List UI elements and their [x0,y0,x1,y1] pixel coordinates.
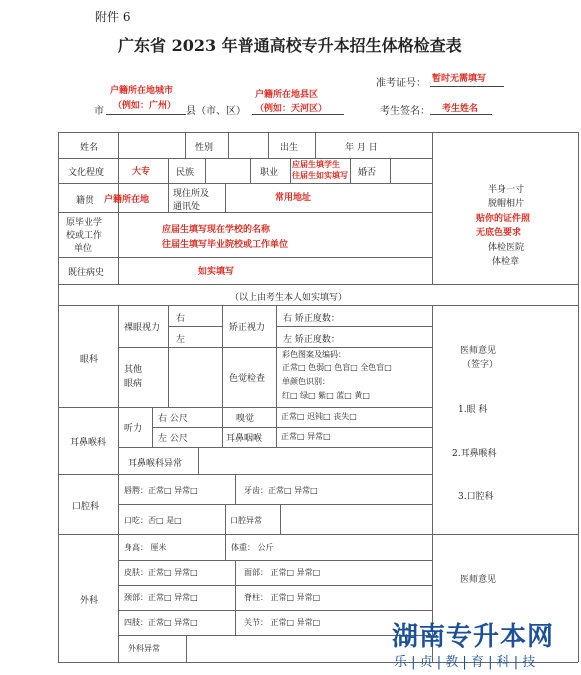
neck: 颈部：正常□ 异常□ [124,593,198,602]
doctor-oral-item: 3.口腔科 [458,492,494,502]
school-label-2: 校或工作 [66,231,103,241]
single-color-options: 红□ 绿□ 紫□ 蓝□ 黄□ [282,391,370,400]
history-note: 如实填写 [198,267,235,277]
occupation-label: 职业 [260,168,279,178]
origin-label: 籍贯 [76,196,95,206]
color-pattern-options: 正常□ 色弱□ 色盲□ 全色盲□ [282,363,392,372]
county-note: 户籍所在地县区 [255,90,319,100]
education-note: 大专 [132,167,151,177]
lips-palate: 唇腭：正常□ 异常□ [124,486,198,495]
photo-note-1: 贴你的证件照 [476,214,531,224]
oral-abnormal-label: 口腔异常 [230,516,262,525]
address-label-2: 通讯处 [173,202,201,212]
attachment-label: 附件 6 [95,10,131,24]
joints: 关节： 正常□ 异常□ [244,618,321,627]
page-title: 广东省 2023 年普通高校专升本招生体格检查表 [118,36,462,55]
photo-label-3: 体检医院 [488,243,525,253]
throat-label: 耳鼻咽喉 [226,434,263,444]
exam-number-note: 暂时无需填写 [432,74,487,84]
eye-section-label: 眼科 [80,355,99,365]
school-label-1: 原毕业学 [66,218,103,228]
exam-number-underline [430,86,504,87]
hearing-label: 听力 [124,424,143,434]
birth-date-units: 年 月 日 [345,143,378,153]
stutter: 口吃：否□ 是□ [124,516,182,525]
single-color-label: 单颜色识别： [282,377,330,386]
watermark-slogan: 乐 | 贞 | 教 | 育 | 科 | 技 [394,655,536,670]
exam-number-label: 准考证号： [376,78,426,89]
doctor-ent-item: 2.耳鼻喉科 [452,449,497,459]
gender-label: 性别 [195,143,214,153]
county-label: 县（市、区） [186,106,246,117]
naked-vision-right: 右 [176,314,186,324]
marital-label: 婚否 [358,168,377,178]
origin-note: 户籍所在地 [104,195,150,205]
other-eye-label-1: 其他 [124,365,143,375]
doctor-opinion-surgery-label: 医师意见 [460,575,497,585]
signature-note: 考生姓名 [442,104,479,114]
surgery-section-label: 外科 [80,596,99,606]
left-correction: 左 矫正度数： [283,335,340,345]
history-label: 既往病史 [68,268,105,278]
other-eye-label-2: 眼病 [124,379,143,389]
spine: 脊柱： 正常□ 异常□ [244,593,321,602]
doctor-eye-item: 1.眼 科 [458,405,488,415]
education-label: 文化程度 [68,168,105,178]
oral-section-label: 口腔科 [72,502,100,512]
limbs: 四肢：正常□ 异常□ [124,618,198,627]
occupation-note-past: 往届生如实填写 [292,171,348,180]
ent-section-label: 耳鼻喉科 [70,438,107,448]
naked-vision-left: 左 [176,335,186,345]
school-note-current: 应届生填写现在学校的名称 [162,225,271,235]
hearing-left: 左 公尺 [158,434,188,444]
corrected-vision-label: 矫正视力 [229,323,266,333]
county-example: （例如：天河区） [255,104,328,114]
birth-label: 出生 [280,143,299,153]
weight: 体重： 公斤 [231,543,274,552]
throat-options: 正常□ 异常□ [281,432,331,441]
naked-vision-label: 裸眼视力 [124,323,161,333]
face: 面部： 正常□ 异常□ [244,568,321,577]
doctor-sign-label: （签字） [462,360,499,370]
signature-underline [430,114,492,115]
school-note-past: 往届生填写毕业院校或工作单位 [162,240,289,250]
ent-abnormal-label: 耳鼻喉科异常 [128,459,183,469]
signature-label: 考生签名： [380,106,430,117]
city-underline [106,114,186,115]
teeth: 牙齿：正常□ 异常□ [244,486,318,495]
self-fill-note: （以上由考生本人如实填写） [230,293,348,303]
city-label: 市 [94,106,104,117]
occupation-note-current: 应届生填学生 [292,160,340,169]
address-label-1: 现住所及 [173,189,210,199]
photo-label-2: 脱帽相片 [488,199,525,209]
name-label: 姓名 [80,143,99,153]
watermark-logo: 湖南专升本网 [392,622,555,652]
photo-label-1: 半身一寸 [488,185,525,195]
city-example: （例如：广州） [113,101,177,111]
smell-label: 嗅觉 [236,414,255,424]
color-pattern-label: 彩色图案及编码： [282,350,346,359]
county-underline [252,114,344,115]
right-correction: 右 矫正度数： [283,314,340,324]
doctor-opinion-label: 医师意见 [460,346,497,356]
photo-label-4: 体检章 [492,257,520,267]
smell-options: 正常□ 迟钝□ 丧失□ [281,412,357,421]
school-label-3: 单位 [74,244,93,254]
photo-note-2: 无底色要求 [476,228,522,238]
address-note: 常用地址 [275,193,312,203]
hearing-right: 右 公尺 [158,414,188,424]
surgery-abnormal-label: 外科异常 [128,644,160,653]
color-check-label: 色觉检查 [229,374,266,384]
skin: 皮肤：正常□ 异常□ [124,568,198,577]
ethnicity-label: 民族 [176,168,195,178]
height: 身高： 厘米 [124,543,167,552]
city-note: 户籍所在地城市 [110,86,174,96]
